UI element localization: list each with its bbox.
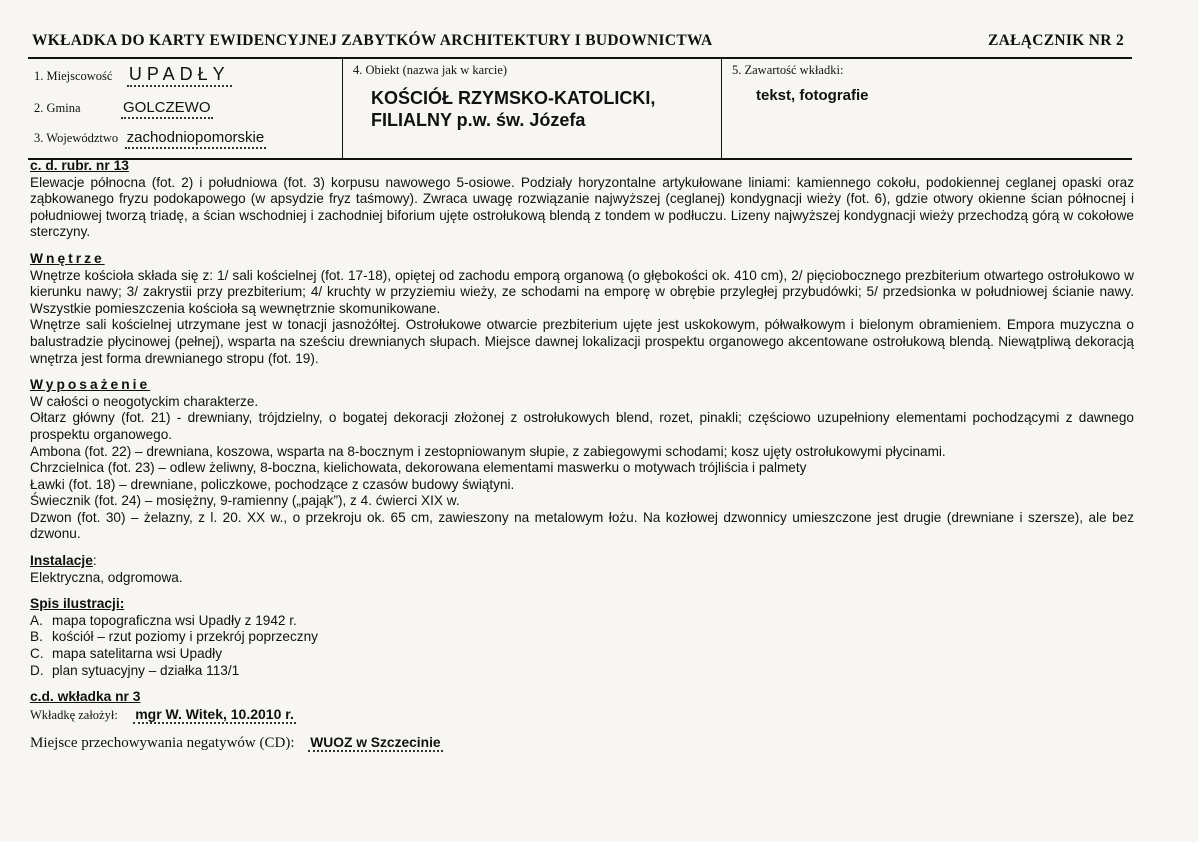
wyposazenie-line: Ołtarz główny (fot. 21) - drewniany, trójdzielny, o bogatej dekoracji złożonej z ostrołukowych blend, rozet, pinakli; częściowo uzupełniony elementami pochodzącymi z dawnego prospektu organowego. xyxy=(30,410,1134,442)
list-item xyxy=(30,629,1134,646)
location-column xyxy=(28,59,343,158)
wyposazenie-line: Świecznik (fot. 24) – mosiężny, 9-ramienny („pająk”), z 4. ćwierci XIX w. xyxy=(30,493,460,509)
wojewodztwo-label: 3. Województwo xyxy=(34,131,119,145)
wyposazenie-heading: Wyposażenie xyxy=(30,377,151,393)
negatywy-value: WUOZ w Szczecinie xyxy=(310,735,441,751)
zawartosc-label: 5. Zawartość wkładki: xyxy=(732,63,844,77)
list-letter: D. xyxy=(30,662,44,678)
document-body xyxy=(30,158,1134,752)
wyposazenie-line: W całości o neogotyckim charakterze. xyxy=(30,393,259,409)
cd-wkladka: c.d. wkładka nr 3 xyxy=(30,689,141,705)
zalozyl-label: Wkładkę założył: xyxy=(30,707,118,722)
zalozyl-row xyxy=(30,706,1134,724)
spis-heading: Spis ilustracji: xyxy=(30,596,125,612)
list-text: mapa topograficzna wsi Upadły z 1942 r. xyxy=(52,612,297,628)
list-item xyxy=(30,646,1134,663)
wnetrze-paragraph-1: Wnętrze kościoła składa się z: 1/ sali kościelnej (fot. 17-18), opiętej od zachodu emporą organową (o głębokości ok. 410 cm), 2/ pięciobocznego prezbiterium otwartego ostrołukowo w kierunku nawy; 3/ zakrystii przy prezbiterium; 4/ kruchty w przyziemiu wieży, ze schodami na emporę w obrębie przyległej przybudówki; 5/ przedsionka w południowej ścianie nawy. Wszystkie pomieszczenia kościoła są wewnętrznie skomunikowane. xyxy=(30,267,1134,316)
wyposazenie-line: Ambona (fot. 22) – drewniana, koszowa, wsparta na 8-bocznym i zestopniowanym słupie, z zabiegowymi schodami; kosz ujęty ostrołukowymi płycinami. xyxy=(30,443,946,459)
gmina-value: GOLCZEWO xyxy=(121,100,213,119)
wyposazenie-line: Chrzcielnica (fot. 23) – odlew żeliwny, 8-boczna, kielichowata, dekorowana elementami maswerku o motywach trójliścia i palmety xyxy=(30,460,807,476)
wyposazenie-line: Dzwon (fot. 30) – żelazny, z l. 20. XX w., o przekroju ok. 65 cm, zawieszony na metalowym łożu. Na kozłowej dzwonnicy umieszczone jest drugie (drewniane i szersze), ale bez dzwonu. xyxy=(30,509,1134,542)
wnetrze-heading: Wnętrze xyxy=(30,250,105,266)
spis-list xyxy=(30,613,1134,679)
negatywy-row xyxy=(30,735,1134,752)
instalacje-colon: : xyxy=(92,553,97,569)
gmina-label: 2. Gmina xyxy=(34,101,81,115)
list-text: plan sytuacyjny – działka 113/1 xyxy=(52,662,240,678)
content-column xyxy=(722,59,1132,158)
attachment-number: ZAŁĄCZNIK NR 2 xyxy=(988,32,1124,49)
list-letter: A. xyxy=(30,612,43,628)
zawartosc-value: tekst, fotografie xyxy=(756,87,869,104)
wyposazenie-line: Ławki (fot. 18) – drewniane, policzkowe, pochodzące z czasów budowy świątyni. xyxy=(30,476,515,492)
obiekt-label: 4. Obiekt (nazwa jak w karcie) xyxy=(353,63,508,77)
wojewodztwo-value: zachodniopomorskie xyxy=(125,130,267,149)
instalacje-text: Elektryczna, odgromowa. xyxy=(30,569,183,585)
list-item xyxy=(30,663,1134,680)
instalacje-heading-row xyxy=(30,553,1134,570)
list-text: mapa satelitarna wsi Upadły xyxy=(52,646,223,662)
obiekt-line-1: KOŚCIÓŁ RZYMSKO-KATOLICKI, xyxy=(371,88,656,108)
cd-rubr-text: Elewacje północna (fot. 2) i południowa (fot. 3) korpusu nawowego 5-osiowe. Podziały horyzontalne artykułowane liniami: kamiennego cokołu, podokiennej ceglanej opaski oraz ząbkowanego fryzu podokapowego (w apsydzie fryz taśmowy). Zwraca uwagę rozwiązanie najwyższej (ceglanej) kondygnacji wieży (fot. 6), gdzie otwory okienne ścian północnej i południowej tworzą triadę, a ścian wschodniej i zachodniej biforium ujęte ostrołukową blendą z tondem w podłuczu. Lizeny najwyższej kondygnacji wieży przechodzą górą w cokołowe sterczyny. xyxy=(30,174,1134,240)
obiekt-line-2: FILIALNY p.w. św. Józefa xyxy=(371,110,586,130)
list-letter: C. xyxy=(30,646,44,662)
cd-rubr-heading: c. d. rubr. nr 13 xyxy=(30,158,129,173)
list-text: kościół – rzut poziomy i przekrój poprzeczny xyxy=(52,629,318,645)
metadata-table xyxy=(28,57,1132,160)
miejscowosc-label: 1. Miejscowość xyxy=(34,69,113,83)
obiekt-value xyxy=(371,87,655,131)
wnetrze-paragraph-2: Wnętrze sali kościelnej utrzymane jest w tonacji jasnożółtej. Ostrołukowe otwarcie prezbiterium ujęte jest uskokowym, półwałkowym i bielonym obramieniem. Empora muzyczna o balustradzie płycinowej (pełnej), wsparta na sześciu drewnianych słupach. Miejsce dawnej lokalizacji prospektu organowego akcentowane ostrołukową blendą. Niewątpliwą dekoracją wnętrza jest forma drewnianego stropu (fot. 19). xyxy=(30,317,1134,366)
list-letter: B. xyxy=(30,629,43,645)
zalozyl-value: mgr W. Witek, 10.2010 r. xyxy=(135,705,294,722)
object-column xyxy=(343,59,722,158)
list-item xyxy=(30,613,1134,630)
negatywy-label: Miejsce przechowywania negatywów (CD): xyxy=(30,735,295,752)
document-title: WKŁADKA DO KARTY EWIDENCYJNEJ ZABYTKÓW ARCHITEKTURY I BUDOWNICTWA xyxy=(32,32,713,49)
instalacje-heading: Instalacje xyxy=(30,553,93,569)
miejscowosc-value: UPADŁY xyxy=(127,65,232,87)
